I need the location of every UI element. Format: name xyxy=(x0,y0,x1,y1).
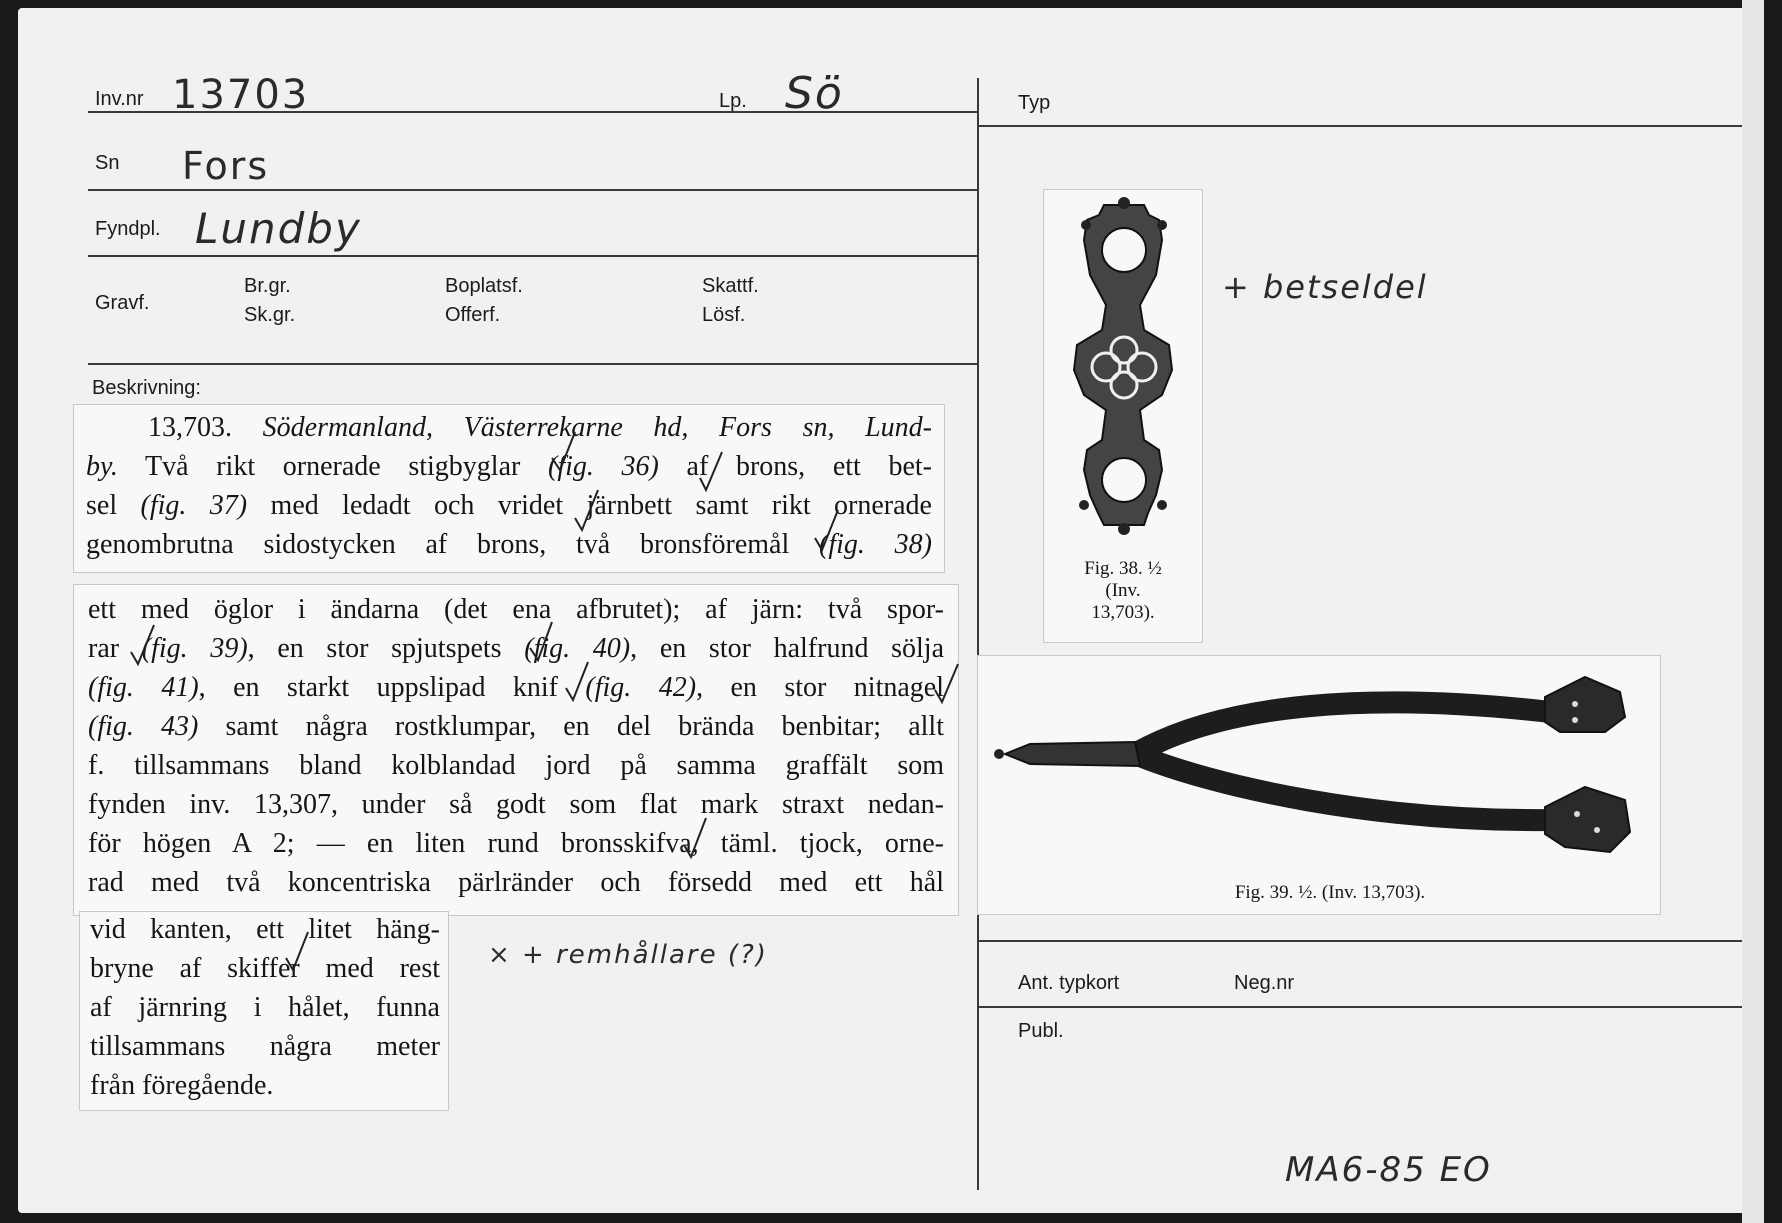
desc3-line-3: af järnring i hålet, funna xyxy=(90,992,440,1023)
desc2-line-5: f. tillsammans bland kolblandad jord på samma graffält som xyxy=(88,750,944,781)
check-mark-icon xyxy=(684,818,706,857)
lp-value: Sö xyxy=(785,68,844,119)
desc1-line-2: by. Två rikt ornerade stigbyglar (fig. 36) af brons, ett bet- xyxy=(86,451,932,482)
desc2-line-7: för högen A 2; — en liten rund bronsskifva, täml. tjock, orne- xyxy=(88,828,944,859)
gravf-label: Gravf. xyxy=(95,292,150,314)
desc2-line-2: rar (fig. 39), en stor spjutspets (fig. 40), en stor halfrund sölja xyxy=(88,633,945,664)
desc3-line-5: från föregående. xyxy=(90,1070,274,1101)
neg-nr-label: Neg.nr xyxy=(1234,972,1295,994)
skgr-label: Sk.gr. xyxy=(244,304,296,326)
check-mark-icon xyxy=(131,625,154,664)
check-mark-icon xyxy=(575,490,598,530)
typ-label: Typ xyxy=(1018,92,1051,114)
check-mark-icon xyxy=(286,932,308,970)
check-mark-icon xyxy=(700,452,722,490)
check-mark-icon xyxy=(530,622,552,660)
desc1-line-3: sel (fig. 37) med ledadt och vridet järnbett samt rikt ornerade xyxy=(86,490,932,521)
desc3-line-1: vid kanten, ett litet häng- xyxy=(90,914,440,945)
check-mark-icon xyxy=(552,432,575,470)
desc2-line-1: ett med öglor i ändarna (det ena afbrutet); af järn: två spor- xyxy=(88,594,944,625)
desc3-line-2: bryne af skiffer med rest xyxy=(90,953,440,984)
desc2-line-3: (fig. 41), en starkt uppslipad knif (fig. 42), en stor nitnagel xyxy=(88,672,944,703)
inv-label: Inv.nr xyxy=(95,88,144,110)
boplatsf-label: Boplatsf. xyxy=(445,275,523,297)
beskrivning-label: Beskrivning: xyxy=(92,377,201,399)
offerf-label: Offerf. xyxy=(445,304,501,326)
losf-label: Lösf. xyxy=(702,304,746,326)
check-mark-icon xyxy=(815,510,838,550)
lp-label: Lp. xyxy=(719,90,747,112)
skattf-label: Skattf. xyxy=(702,275,759,297)
sn-label: Sn xyxy=(95,152,120,174)
annotation-betseldel: + betseldel xyxy=(1222,268,1428,306)
annotation-remhallare: × + remhållare (?) xyxy=(488,940,768,970)
brgr-label: Br.gr. xyxy=(244,275,291,297)
fig38-caption-line-1: Fig. 38. ½ xyxy=(1084,558,1162,579)
inv-value: 13703 xyxy=(172,72,310,118)
fyndpl-label: Fyndpl. xyxy=(95,218,161,240)
fig38-caption-line-2: (Inv. xyxy=(1105,580,1141,601)
desc3-line-4: tillsammans några meter xyxy=(90,1031,440,1062)
figure-39-caption: Fig. 39. ½. (Inv. 13,703). xyxy=(1234,882,1426,903)
check-mark-icon xyxy=(566,662,588,700)
desc2-line-8: rad med två koncentriska pärlränder och försedd med ett hål xyxy=(88,867,944,898)
desc2-line-4: (fig. 43) samt några rostklumpar, en del brända benbitar; allt xyxy=(88,711,944,742)
fig38-caption-line-3: 13,703). xyxy=(1091,602,1155,623)
archive-code: MA6-85 EO xyxy=(1285,1150,1492,1190)
publ-label: Publ. xyxy=(1018,1020,1064,1042)
sn-value: Fors xyxy=(182,144,270,188)
desc2-line-6: fynden inv. 13,307, under så godt som flat mark straxt nedan- xyxy=(88,789,944,820)
fyndpl-value: Lundby xyxy=(195,204,362,253)
desc1-line-4: genombrutna sidostycken af brons, två bronsföremål (fig. 38) xyxy=(86,529,932,560)
desc1-line-1: 13,703. Södermanland, Västerrekarne hd, Fors sn, Lund- xyxy=(148,412,932,443)
check-mark-icon xyxy=(935,664,958,702)
ant-typkort-label: Ant. typkort xyxy=(1018,972,1120,994)
